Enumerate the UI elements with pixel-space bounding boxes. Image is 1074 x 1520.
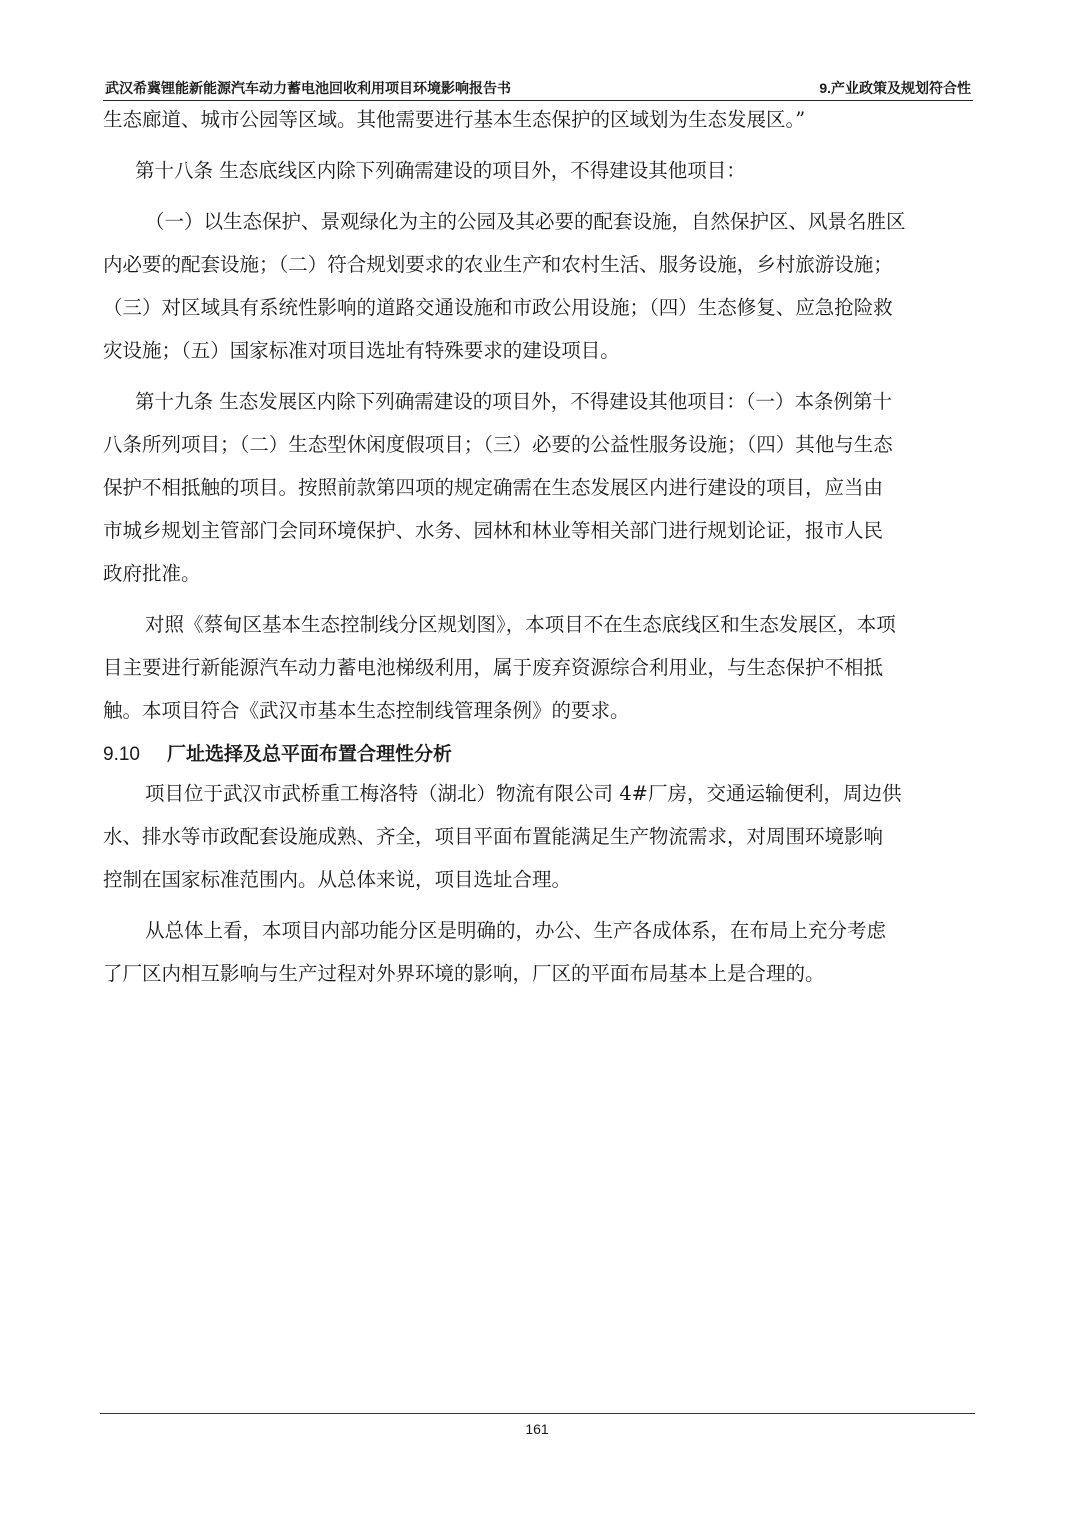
paragraph-site-selection <box>103 772 973 901</box>
text-line: 控制在国家标准范围内。从总体来说，项目选址合理。 <box>103 868 572 891</box>
text-line: 第十九条 生态发展区内除下列确需建设的项目外，不得建设其他项目：（一）本条例第十 <box>135 390 892 413</box>
text-line: 目主要进行新能源汽车动力蓄电池梯级利用，属于废弃资源综合利用业，与生态保护不相抵 <box>103 656 884 679</box>
text-line: （三）对区域具有系统性影响的道路交通设施和市政公用设施；（四）生态修复、应急抢险救 <box>103 296 893 319</box>
paragraph-article-19 <box>103 380 973 595</box>
text-line: 八条所列项目；（二）生态型休闲度假项目；（三）必要的公益性服务设施；（四）其他与生态 <box>103 433 893 456</box>
footer-divider <box>100 1413 975 1414</box>
paragraph-continuation <box>103 98 973 141</box>
text-line: 了厂区内相互影响与生产过程对外界环境的影响，厂区的平面布局基本上是合理的。 <box>103 962 825 985</box>
text-line: 对照《蔡甸区基本生态控制线分区规划图》，本项目不在生态底线区和生态发展区，本项 <box>145 613 896 636</box>
text-line: 生态廊道、城市公园等区域。其他需要进行基本生态保护的区域划为生态发展区。” <box>103 108 806 131</box>
text-line: 市城乡规划主管部门会同环境保护、水务、园林和林业等相关部门进行规划论证，报市人民 <box>103 519 884 542</box>
text-line: 政府批准。 <box>103 562 201 585</box>
section-number: 9.10 <box>103 744 140 765</box>
text-line: （一）以生态保护、景观绿化为主的公园及其必要的配套设施，自然保护区、风景名胜区 <box>145 210 906 233</box>
text-line: 从总体上看，本项目内部功能分区是明确的，办公、生产各成体系，在布局上充分考虑 <box>145 919 887 942</box>
text-line: 内必要的配套设施；（二）符合规划要求的农业生产和农村生活、服务设施，乡村旅游设施； <box>103 253 893 276</box>
section-heading <box>103 738 973 772</box>
header-report-title: 武汉希冀锂能新能源汽车动力蓄电池回收利用项目环境影响报告书 <box>105 80 511 96</box>
page-body <box>103 98 973 995</box>
paragraph-article-18 <box>103 149 973 192</box>
text-line: 第十八条 生态底线区内除下列确需建设的项目外，不得建设其他项目： <box>135 159 746 182</box>
text-line: 灾设施；（五）国家标准对项目选址有特殊要求的建设项目。 <box>103 339 620 362</box>
paragraph-compliance <box>103 603 973 732</box>
text-line: 触。本项目符合《武汉市基本生态控制线管理条例》的要求。 <box>103 699 630 722</box>
section-title: 厂址选择及总平面布置合理性分析 <box>167 744 453 765</box>
text-line: 保护不相抵触的项目。按照前款第四项的规定确需在生态发展区内进行建设的项目，应当由 <box>103 476 884 499</box>
paragraph-layout-conclusion <box>103 909 973 995</box>
paragraph-article-18-items <box>103 200 973 372</box>
header-chapter-title: 9.产业政策及规划符合性 <box>819 80 971 96</box>
text-line: 项目位于武汉市武桥重工梅洛特（湖北）物流有限公司 4#厂房，交通运输便利，周边供 <box>145 782 902 805</box>
page-number: 161 <box>525 1421 549 1437</box>
text-line: 水、排水等市政配套设施成熟、齐全，项目平面布置能满足生产物流需求，对周围环境影响 <box>103 825 884 848</box>
